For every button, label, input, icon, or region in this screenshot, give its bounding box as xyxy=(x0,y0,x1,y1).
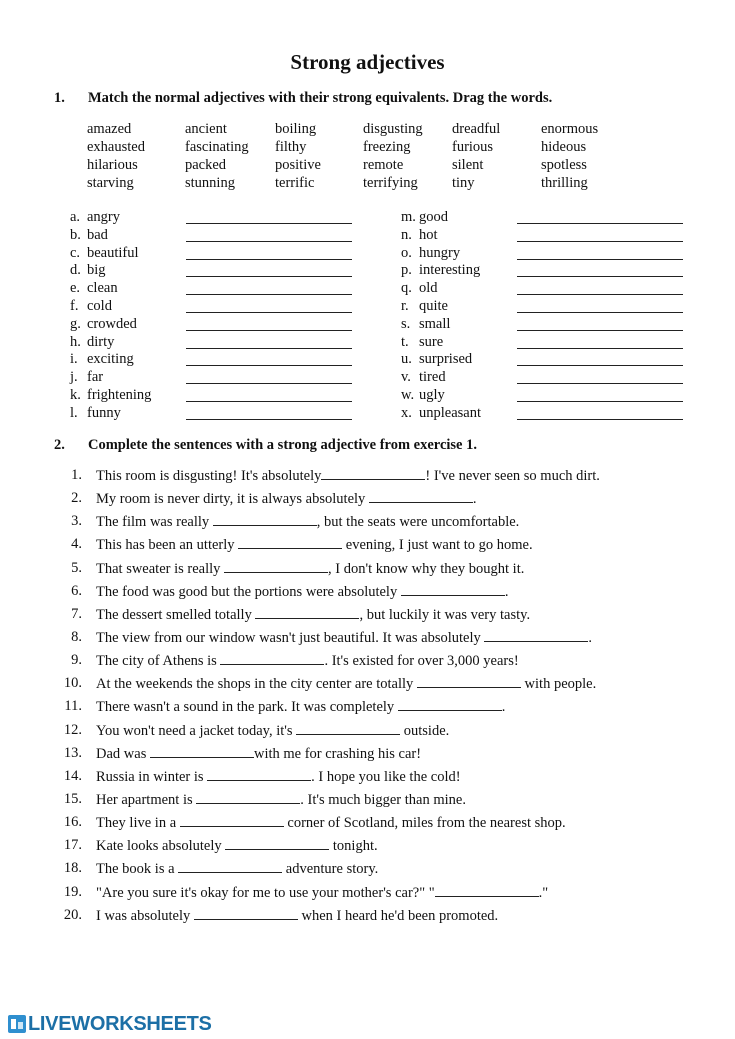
answer-drop-slot[interactable] xyxy=(186,241,352,242)
answer-input[interactable] xyxy=(180,814,284,827)
draggable-word[interactable]: fascinating xyxy=(185,139,249,155)
sentence-before: The dessert smelled totally xyxy=(96,606,256,623)
match-letter: a. xyxy=(70,209,81,225)
answer-drop-slot[interactable] xyxy=(186,365,352,366)
match-item xyxy=(401,369,721,387)
sentence-number: 7. xyxy=(71,605,82,622)
match-word: beautiful xyxy=(87,244,139,261)
match-item xyxy=(70,245,390,263)
sentence-text xyxy=(96,490,477,508)
section1-number: 1. xyxy=(54,90,65,106)
draggable-word[interactable]: thrilling xyxy=(541,175,588,191)
sentence-after: , but luckily it was very tasty. xyxy=(359,606,531,623)
sentence-number: 12. xyxy=(63,721,82,738)
sentence-before: "Are you sure it's okay for me to use your mother's car?" " xyxy=(96,884,435,901)
sentence-after: . I hope you like the cold! xyxy=(311,768,461,785)
draggable-word[interactable]: terrifying xyxy=(363,175,418,191)
match-letter: c. xyxy=(70,244,81,261)
match-letter: v. xyxy=(401,369,411,386)
answer-drop-slot[interactable] xyxy=(186,348,352,349)
draggable-word[interactable]: amazed xyxy=(87,121,132,137)
sentence-text xyxy=(96,583,508,601)
sentence-after: . xyxy=(504,583,509,600)
sentence-item xyxy=(52,907,692,930)
footer-brand: LIVEWORKSHEETS xyxy=(28,1012,212,1035)
sentence-before: Russia in winter is xyxy=(96,768,208,785)
answer-drop-slot[interactable] xyxy=(517,401,683,402)
sentence-item xyxy=(52,675,692,698)
sentence-item xyxy=(52,536,692,559)
answer-input[interactable] xyxy=(238,536,342,549)
draggable-word[interactable]: packed xyxy=(185,157,227,173)
draggable-word[interactable]: dreadful xyxy=(452,121,501,137)
sentence-before: My room is never dirty, it is always absolutely xyxy=(96,491,369,508)
draggable-word[interactable]: stunning xyxy=(185,175,235,191)
draggable-word[interactable]: tiny xyxy=(452,175,475,191)
word-bank-row xyxy=(87,157,627,175)
sentence-item xyxy=(52,490,692,513)
match-letter: k. xyxy=(70,386,81,403)
match-letter: e. xyxy=(70,280,81,297)
match-letter: p. xyxy=(401,262,412,279)
sentence-text xyxy=(96,791,466,809)
sentence-after: . xyxy=(501,699,506,716)
draggable-word[interactable]: starving xyxy=(87,175,134,191)
match-letter: l. xyxy=(70,404,78,421)
match-word: far xyxy=(87,369,104,386)
match-item xyxy=(401,298,721,316)
match-word: tired xyxy=(419,369,446,386)
answer-drop-slot[interactable] xyxy=(517,294,683,295)
answer-input[interactable] xyxy=(435,884,539,897)
match-letter: h. xyxy=(70,333,81,350)
sentence-text xyxy=(96,698,505,716)
match-word: bad xyxy=(87,226,108,243)
match-item xyxy=(401,351,721,369)
sentence-before: That sweater is really xyxy=(96,560,225,577)
match-word: angry xyxy=(87,209,121,225)
match-letter: q. xyxy=(401,280,412,297)
match-item xyxy=(70,334,390,352)
match-letter: s. xyxy=(401,315,411,332)
match-word: frightening xyxy=(87,386,152,403)
sentence-number: 6. xyxy=(71,582,82,599)
sentence-number: 19. xyxy=(63,883,82,900)
word-bank xyxy=(87,121,627,193)
sentence-text xyxy=(96,560,524,578)
match-letter: m. xyxy=(401,209,416,225)
answer-drop-slot[interactable] xyxy=(517,259,683,260)
match-item xyxy=(70,209,390,227)
sentence-item xyxy=(52,745,692,768)
draggable-word[interactable]: boiling xyxy=(275,121,317,137)
match-letter: u. xyxy=(401,351,412,368)
match-word: sure xyxy=(419,333,444,350)
match-word: big xyxy=(87,262,106,279)
word-bank-row xyxy=(87,139,627,157)
sentence-item xyxy=(52,814,692,837)
draggable-word[interactable]: furious xyxy=(452,139,494,155)
match-word: unpleasant xyxy=(419,404,482,421)
sentence-text xyxy=(96,536,533,554)
answer-input[interactable] xyxy=(369,490,473,503)
sentence-text xyxy=(96,860,378,878)
sentence-number: 5. xyxy=(71,559,82,576)
draggable-word[interactable]: exhausted xyxy=(87,139,145,155)
match-item xyxy=(70,351,390,369)
sentence-item xyxy=(52,837,692,860)
answer-input[interactable] xyxy=(220,652,324,665)
word-bank-row xyxy=(87,121,627,139)
sentence-number: 1. xyxy=(71,467,82,483)
sentence-before: I was absolutely xyxy=(96,907,194,924)
match-item xyxy=(70,280,390,298)
sentence-text xyxy=(96,606,530,624)
liveworksheets-logo xyxy=(8,1014,212,1034)
sentence-after: , I don't know why they bought it. xyxy=(328,560,525,577)
sentence-before: You won't need a jacket today, it's xyxy=(96,722,297,739)
sentence-before: They live in a xyxy=(96,815,180,832)
match-item xyxy=(401,262,721,280)
answer-drop-slot[interactable] xyxy=(517,276,683,277)
answer-drop-slot[interactable] xyxy=(186,401,352,402)
sentence-before: The film was really xyxy=(96,514,213,531)
sentence-text xyxy=(96,768,461,786)
draggable-word[interactable]: freezing xyxy=(363,139,411,155)
sentence-before: Dad was xyxy=(96,745,150,762)
match-item xyxy=(70,405,390,423)
answer-input[interactable] xyxy=(255,606,359,619)
sentence-item xyxy=(52,768,692,791)
match-column-left xyxy=(70,209,390,423)
match-letter: o. xyxy=(401,244,412,261)
sentence-number: 11. xyxy=(64,698,82,715)
match-letter: g. xyxy=(70,315,81,332)
draggable-word[interactable]: enormous xyxy=(541,121,599,137)
answer-drop-slot[interactable] xyxy=(517,419,683,420)
draggable-word[interactable]: positive xyxy=(275,157,321,173)
sentence-item xyxy=(52,560,692,583)
sentence-number: 18. xyxy=(63,860,82,877)
match-word: good xyxy=(419,209,448,225)
draggable-word[interactable]: hilarious xyxy=(87,157,138,173)
draggable-word[interactable]: disgusting xyxy=(363,121,423,137)
page-title: Strong adjectives xyxy=(290,50,445,74)
answer-input[interactable] xyxy=(178,860,282,873)
match-letter: b. xyxy=(70,226,81,243)
sentence-before: There wasn't a sound in the park. It was completely xyxy=(96,699,398,716)
answer-drop-slot[interactable] xyxy=(517,330,683,331)
sentence-item xyxy=(52,629,692,652)
sentence-after: . It's much bigger than mine. xyxy=(300,791,466,808)
match-item xyxy=(70,262,390,280)
answer-input[interactable] xyxy=(224,560,328,573)
sentence-item xyxy=(52,884,692,907)
match-letter: j. xyxy=(70,369,78,386)
match-letter: w. xyxy=(401,386,415,403)
sentence-after: adventure story. xyxy=(282,861,379,878)
draggable-word[interactable]: hideous xyxy=(541,139,587,155)
match-item xyxy=(70,369,390,387)
answer-input[interactable] xyxy=(196,791,300,804)
sentence-text xyxy=(96,722,449,740)
sentence-after: with me for crashing his car! xyxy=(253,745,422,762)
sentence-item xyxy=(52,652,692,675)
match-letter: f. xyxy=(70,297,79,314)
draggable-word[interactable]: remote xyxy=(363,157,404,173)
sentence-text xyxy=(96,675,596,693)
answer-input[interactable] xyxy=(194,907,298,920)
sentence-before: This has been an utterly xyxy=(96,537,239,554)
sentence-before: Kate looks absolutely xyxy=(96,838,226,855)
match-word: exciting xyxy=(87,351,134,368)
match-word: small xyxy=(419,315,451,332)
answer-drop-slot[interactable] xyxy=(517,348,683,349)
match-letter: i. xyxy=(70,351,78,368)
sentence-number: 4. xyxy=(71,536,82,553)
sentence-number: 17. xyxy=(63,837,82,854)
answer-input[interactable] xyxy=(213,513,317,526)
sentence-after: ." xyxy=(538,884,549,901)
match-word: quite xyxy=(419,297,448,314)
draggable-word[interactable]: filthy xyxy=(275,139,307,155)
sentence-after: ! I've never seen so much dirt. xyxy=(425,468,600,484)
answer-drop-slot[interactable] xyxy=(186,259,352,260)
match-word: interesting xyxy=(419,262,481,279)
sentence-text xyxy=(96,745,421,763)
match-letter: d. xyxy=(70,262,81,279)
sentence-after: tonight. xyxy=(329,838,378,855)
match-letter: r. xyxy=(401,297,409,314)
match-item xyxy=(401,227,721,245)
answer-drop-slot[interactable] xyxy=(186,330,352,331)
sentence-number: 16. xyxy=(63,814,82,831)
sentence-text xyxy=(96,652,519,670)
sentence-item xyxy=(52,606,692,629)
section2-number: 2. xyxy=(54,437,65,453)
match-word: hungry xyxy=(419,244,461,261)
sentence-number: 8. xyxy=(71,628,82,645)
sentence-text xyxy=(96,513,519,531)
sentence-item xyxy=(52,860,692,883)
sentence-before: The book is a xyxy=(96,861,179,878)
sentence-text xyxy=(96,907,498,925)
match-item xyxy=(401,245,721,263)
answer-drop-slot[interactable] xyxy=(517,312,683,313)
sentence-before: At the weekends the shops in the city center are totally xyxy=(96,676,417,693)
sentence-text xyxy=(96,837,378,855)
answer-drop-slot[interactable] xyxy=(186,223,352,224)
match-word: hot xyxy=(419,226,438,243)
match-item xyxy=(70,316,390,334)
sentence-before: The food was good but the portions were absolutely xyxy=(96,583,401,600)
section1-instruction: Match the normal adjectives with their strong equivalents. Drag the words. xyxy=(88,90,553,106)
match-word: cold xyxy=(87,297,112,314)
answer-input[interactable] xyxy=(321,467,425,480)
match-word: clean xyxy=(87,280,118,297)
match-letter: x. xyxy=(401,404,412,421)
answer-drop-slot[interactable] xyxy=(517,383,683,384)
sentence-text xyxy=(96,814,566,832)
match-word: old xyxy=(419,280,438,297)
sentence-number: 9. xyxy=(71,652,82,669)
sentence-after: . xyxy=(472,491,477,508)
match-word: funny xyxy=(87,404,121,421)
match-item xyxy=(401,405,721,423)
sentence-number: 14. xyxy=(63,767,82,784)
draggable-word[interactable]: silent xyxy=(452,157,484,173)
sentence-item xyxy=(52,513,692,536)
sentence-before: The view from our window wasn't just beautiful. It was absolutely xyxy=(96,629,485,646)
match-column-right xyxy=(401,209,721,423)
answer-input[interactable] xyxy=(225,837,329,850)
sentence-number: 13. xyxy=(63,744,82,761)
draggable-word[interactable]: terrific xyxy=(275,175,315,191)
sentence-number: 15. xyxy=(63,790,82,807)
sentence-after: . xyxy=(588,629,593,646)
match-letter: n. xyxy=(401,226,412,243)
sentence-item xyxy=(52,698,692,721)
word-bank-row xyxy=(87,175,627,193)
sentence-after: when I heard he'd been promoted. xyxy=(297,907,499,924)
answer-drop-slot[interactable] xyxy=(517,223,683,224)
sentence-item xyxy=(52,722,692,745)
answer-input[interactable] xyxy=(484,629,588,642)
answer-drop-slot[interactable] xyxy=(186,294,352,295)
answer-input[interactable] xyxy=(207,768,311,781)
answer-input[interactable] xyxy=(401,583,505,596)
sentence-before: Her apartment is xyxy=(96,791,197,808)
answer-input[interactable] xyxy=(398,698,502,711)
sentence-before: This room is disgusting! It's absolutely xyxy=(96,468,322,484)
draggable-word[interactable]: spotless xyxy=(541,157,587,173)
sentence-item xyxy=(52,467,692,490)
sentence-item xyxy=(52,791,692,814)
sentence-before: The city of Athens is xyxy=(96,653,221,670)
match-item xyxy=(401,209,721,227)
match-word: crowded xyxy=(87,315,137,332)
sentence-text xyxy=(96,884,548,902)
match-item xyxy=(401,280,721,298)
match-item xyxy=(401,334,721,352)
draggable-word[interactable]: ancient xyxy=(185,121,227,137)
match-item xyxy=(70,298,390,316)
sentence-after: , but the seats were uncomfortable. xyxy=(316,514,520,531)
sentence-after: evening, I just want to go home. xyxy=(342,537,533,554)
sentence-number: 3. xyxy=(71,513,82,530)
match-item xyxy=(401,316,721,334)
liveworksheets-icon xyxy=(8,1015,26,1033)
match-word: dirty xyxy=(87,333,115,350)
answer-input[interactable] xyxy=(417,675,521,688)
sentence-text xyxy=(96,629,592,647)
sentence-list xyxy=(52,467,692,930)
sentence-number: 2. xyxy=(71,490,82,507)
sentence-item xyxy=(52,583,692,606)
answer-drop-slot[interactable] xyxy=(517,365,683,366)
answer-drop-slot[interactable] xyxy=(186,276,352,277)
sentence-number: 20. xyxy=(63,906,82,923)
section2-instruction: Complete the sentences with a strong adjective from exercise 1. xyxy=(88,437,477,453)
match-item xyxy=(70,387,390,405)
answer-input[interactable] xyxy=(150,745,254,758)
sentence-after: . It's existed for over 3,000 years! xyxy=(324,653,519,670)
match-letter: t. xyxy=(401,333,409,350)
match-word: ugly xyxy=(419,386,445,403)
sentence-after: corner of Scotland, miles from the nearest shop. xyxy=(283,815,566,832)
answer-input[interactable] xyxy=(296,722,400,735)
answer-drop-slot[interactable] xyxy=(186,419,352,420)
match-word: surprised xyxy=(419,351,473,368)
match-item xyxy=(70,227,390,245)
sentence-after: with people. xyxy=(520,676,597,693)
sentence-after: outside. xyxy=(400,722,450,739)
match-item xyxy=(401,387,721,405)
answer-drop-slot[interactable] xyxy=(517,241,683,242)
answer-drop-slot[interactable] xyxy=(186,312,352,313)
sentence-text xyxy=(96,467,600,485)
answer-drop-slot[interactable] xyxy=(186,383,352,384)
sentence-number: 10. xyxy=(63,675,82,692)
